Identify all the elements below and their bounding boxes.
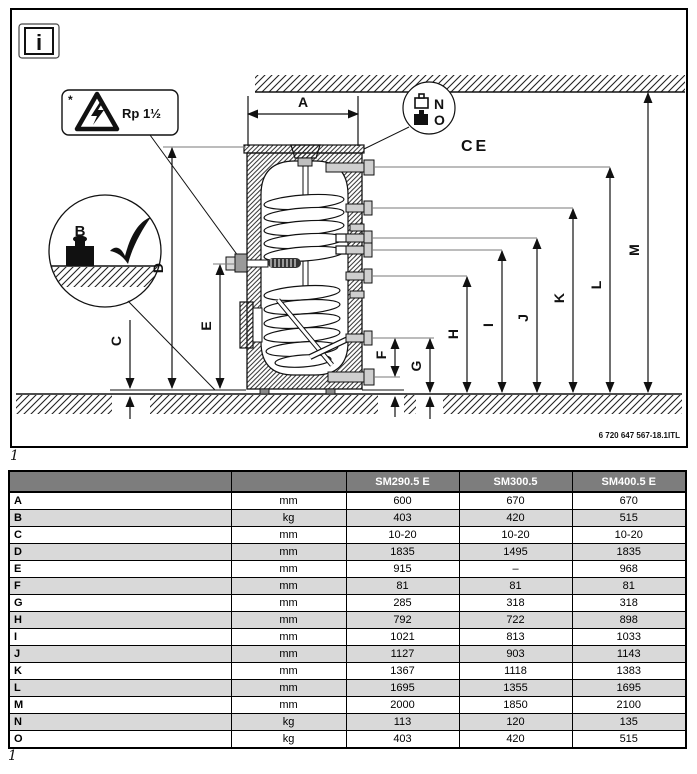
value-cell: 1695 <box>346 680 459 697</box>
value-cell: 903 <box>459 646 572 663</box>
value-cell: 1143 <box>572 646 686 663</box>
dim-label-k: K <box>551 292 567 304</box>
dim-key-cell: J <box>9 646 231 663</box>
unit-cell: mm <box>231 578 346 595</box>
table-row <box>9 595 686 612</box>
header-unit <box>231 471 346 492</box>
weight-empty-label: N <box>434 96 445 112</box>
value-cell: 2100 <box>572 697 686 714</box>
dim-key-cell: B <box>9 510 231 527</box>
dim-label-i: I <box>480 323 496 327</box>
table-row <box>9 629 686 646</box>
table-row <box>9 510 686 527</box>
unit-cell: mm <box>231 646 346 663</box>
asterisk: * <box>68 93 73 107</box>
value-cell: 403 <box>346 731 459 749</box>
unit-cell: mm <box>231 561 346 578</box>
unit-cell: mm <box>231 612 346 629</box>
value-cell: 1118 <box>459 663 572 680</box>
value-cell: 670 <box>572 492 686 510</box>
value-cell: 1695 <box>572 680 686 697</box>
value-cell: 2000 <box>346 697 459 714</box>
unit-cell: mm <box>231 697 346 714</box>
value-cell: 813 <box>459 629 572 646</box>
detail-b-label: B <box>74 223 86 240</box>
dimensions-table <box>8 470 687 749</box>
header-dim <box>9 471 231 492</box>
unit-cell: mm <box>231 544 346 561</box>
table-row <box>9 680 686 697</box>
unit-cell: mm <box>231 492 346 510</box>
header-model-2: SM300.5 <box>459 471 572 492</box>
value-cell: 915 <box>346 561 459 578</box>
dim-key-cell: E <box>9 561 231 578</box>
dim-label-j: J <box>515 314 531 322</box>
dim-key-cell: C <box>9 527 231 544</box>
spec-table-body <box>9 492 686 748</box>
value-cell: 113 <box>346 714 459 731</box>
table-row <box>9 612 686 629</box>
ce-mark: CE <box>461 138 490 155</box>
table-header-row <box>9 471 686 492</box>
value-cell: 1835 <box>572 544 686 561</box>
table-row <box>9 544 686 561</box>
value-cell: 1850 <box>459 697 572 714</box>
value-cell: 1021 <box>346 629 459 646</box>
dim-label-d: D <box>150 262 166 274</box>
value-cell: 1383 <box>572 663 686 680</box>
value-cell: 10-20 <box>572 527 686 544</box>
unit-cell: kg <box>231 714 346 731</box>
table-row <box>9 578 686 595</box>
dim-key-cell: N <box>9 714 231 731</box>
value-cell: 81 <box>572 578 686 595</box>
upper-heating-coil <box>264 192 348 264</box>
table-row <box>9 646 686 663</box>
header-model-3: SM400.5 E <box>572 471 686 492</box>
dim-label-f: F <box>373 350 389 360</box>
dim-label-a: A <box>297 94 309 110</box>
dim-key-cell: D <box>9 544 231 561</box>
table-row <box>9 492 686 510</box>
value-cell: 420 <box>459 731 572 749</box>
value-cell: 420 <box>459 510 572 527</box>
dim-key-cell: H <box>9 612 231 629</box>
value-cell: 515 <box>572 731 686 749</box>
value-cell: 515 <box>572 510 686 527</box>
unit-cell: mm <box>231 680 346 697</box>
info-icon <box>19 24 59 58</box>
dim-key-cell: F <box>9 578 231 595</box>
dim-label-h: H <box>445 328 461 340</box>
value-cell: 1495 <box>459 544 572 561</box>
value-cell: 1033 <box>572 629 686 646</box>
value-cell: 670 <box>459 492 572 510</box>
dim-key-cell: O <box>9 731 231 749</box>
value-cell: 10-20 <box>346 527 459 544</box>
value-cell: 1127 <box>346 646 459 663</box>
dim-key-cell: I <box>9 629 231 646</box>
value-cell: – <box>459 561 572 578</box>
unit-cell: mm <box>231 595 346 612</box>
header-model-1: SM290.5 E <box>346 471 459 492</box>
dim-key-cell: M <box>9 697 231 714</box>
value-cell: 600 <box>346 492 459 510</box>
table-row <box>9 714 686 731</box>
unit-cell: kg <box>231 731 346 749</box>
value-cell: 898 <box>572 612 686 629</box>
value-cell: 722 <box>459 612 572 629</box>
dim-key-cell: L <box>9 680 231 697</box>
value-cell: 1835 <box>346 544 459 561</box>
storage-tank <box>226 145 374 394</box>
inspection-flange <box>240 302 262 348</box>
drawing-reference: 6 720 647 567-18.1ITL <box>598 431 680 440</box>
dim-key-cell: A <box>9 492 231 510</box>
value-cell: 1355 <box>459 680 572 697</box>
dim-key-cell: K <box>9 663 231 680</box>
value-cell: 135 <box>572 714 686 731</box>
value-cell: 10-20 <box>459 527 572 544</box>
dim-key-cell: G <box>9 595 231 612</box>
table-row <box>9 697 686 714</box>
value-cell: 403 <box>346 510 459 527</box>
table-row <box>9 663 686 680</box>
dim-label-c: C <box>108 335 124 347</box>
dim-label-m: M <box>626 244 642 256</box>
dim-label-e: E <box>198 321 214 331</box>
dim-label-l: L <box>588 280 604 290</box>
figure-caption: 1 <box>10 448 19 464</box>
value-cell: 285 <box>346 595 459 612</box>
value-cell: 792 <box>346 612 459 629</box>
table-row <box>9 561 686 578</box>
value-cell: 318 <box>459 595 572 612</box>
unit-cell: mm <box>231 663 346 680</box>
dim-label-g: G <box>408 360 424 372</box>
table-row <box>9 731 686 749</box>
info-symbol: i <box>35 30 43 55</box>
value-cell: 1367 <box>346 663 459 680</box>
warning-label: Rp 1½ <box>122 106 162 121</box>
table-row <box>9 527 686 544</box>
ceiling-hatch <box>255 75 685 92</box>
value-cell: 81 <box>459 578 572 595</box>
tank-top-cap <box>291 145 320 158</box>
table-caption: 1 <box>8 748 17 764</box>
value-cell: 81 <box>346 578 459 595</box>
value-cell: 120 <box>459 714 572 731</box>
unit-cell: mm <box>231 629 346 646</box>
value-cell: 968 <box>572 561 686 578</box>
weight-full-label: O <box>434 112 445 128</box>
unit-cell: kg <box>231 510 346 527</box>
unit-cell: mm <box>231 527 346 544</box>
value-cell: 318 <box>572 595 686 612</box>
